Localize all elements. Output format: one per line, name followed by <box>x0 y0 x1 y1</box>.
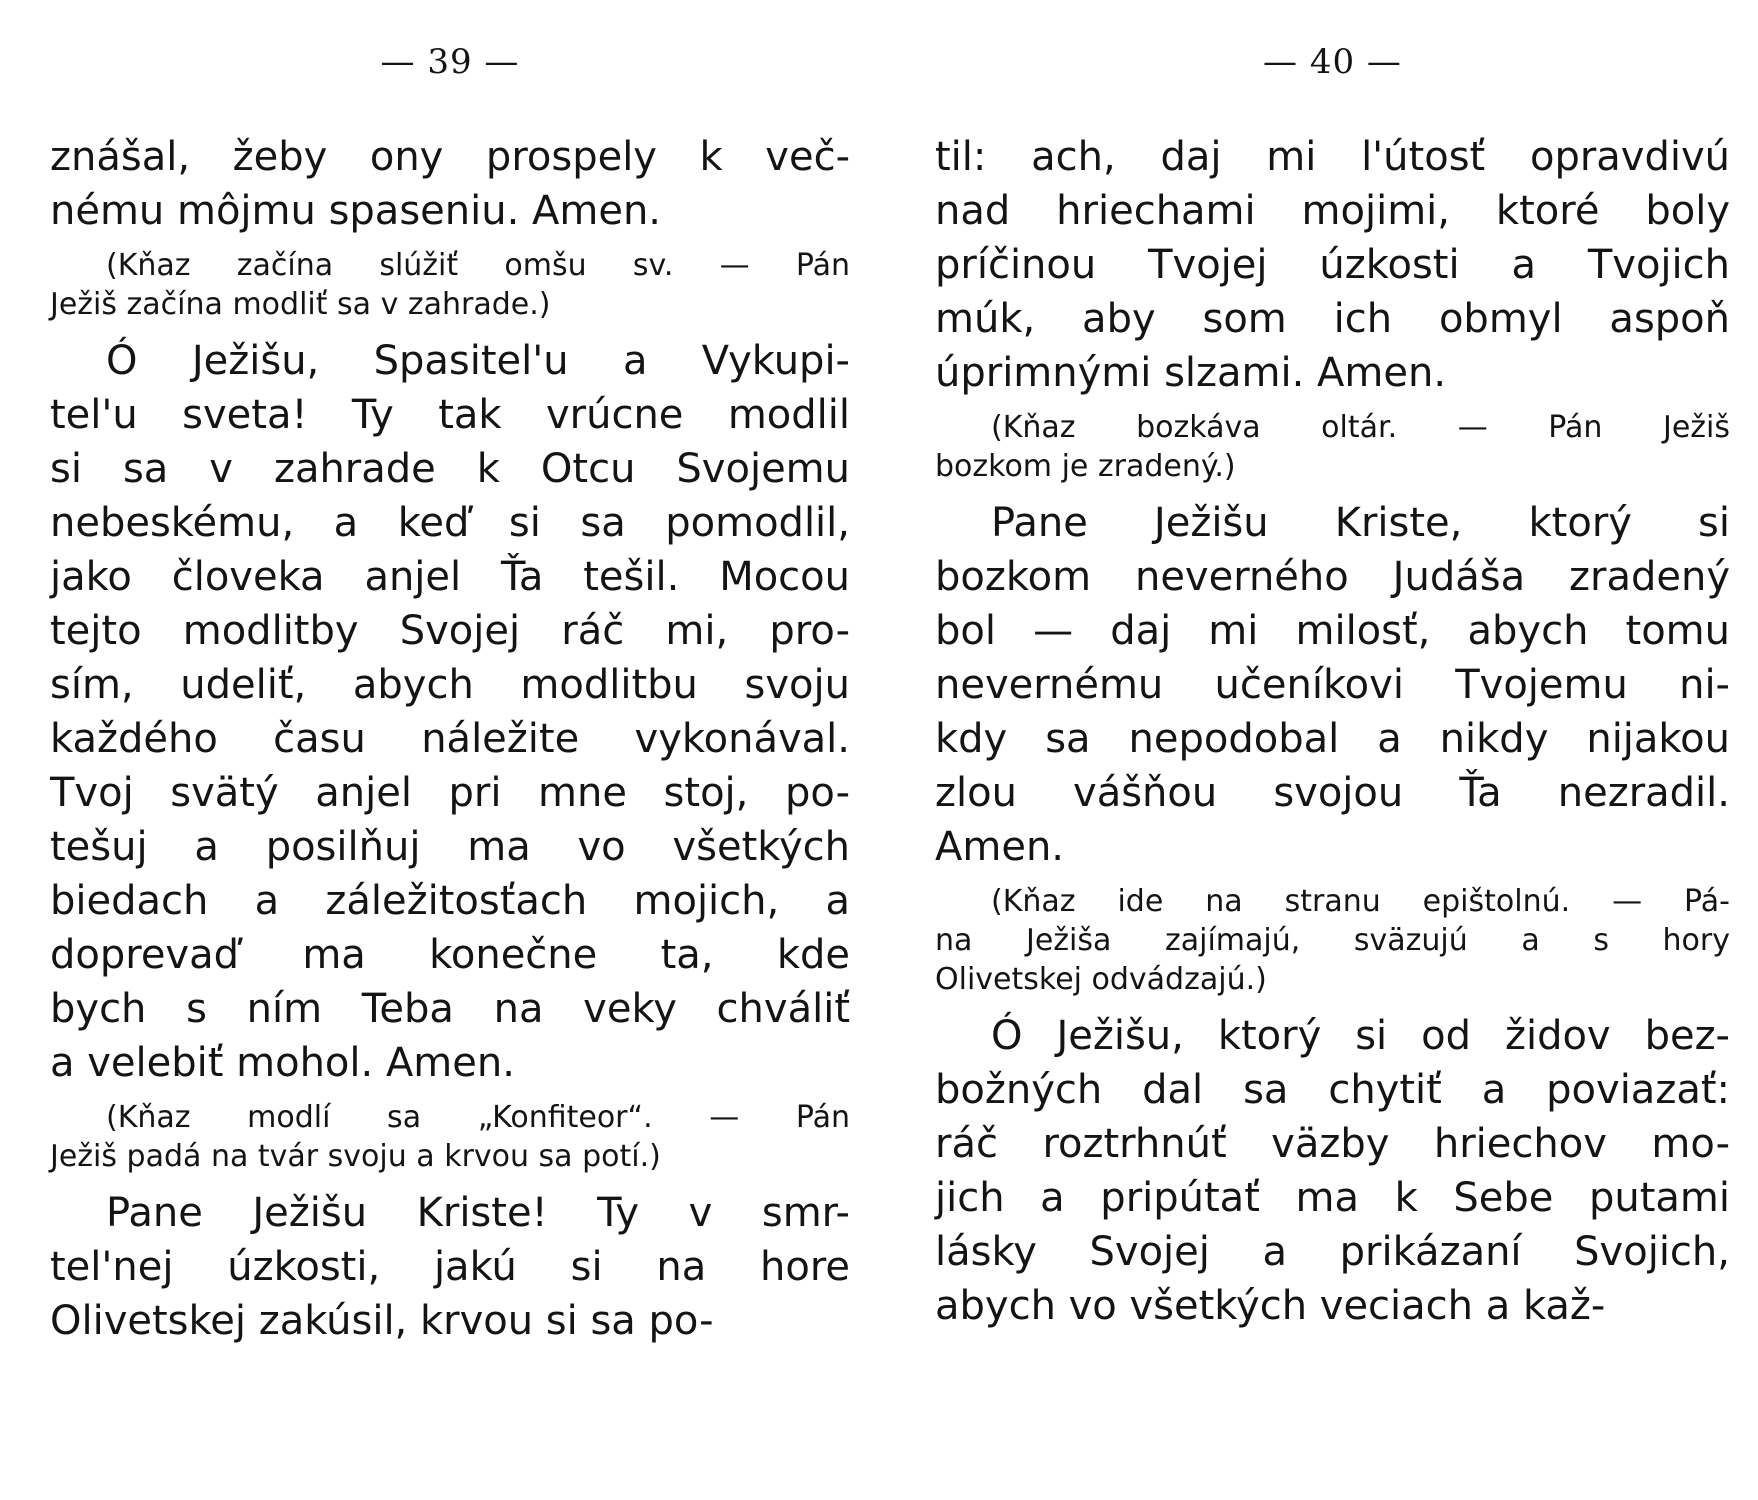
text-line: sím, udeliť, abych modlitbu svoju <box>50 662 850 708</box>
text-line: a velebiť mohol. Amen. <box>50 1040 515 1086</box>
liturgical-note <box>935 408 1730 486</box>
text-line: nebeskému, a keď si sa pomodlil, <box>50 500 850 546</box>
text-line: si sa v zahrade k Otcu Svojemu <box>50 446 850 492</box>
prayer-paragraph <box>935 496 1730 874</box>
text-line: tel'u sveta! Ty tak vrúcne modlil <box>50 392 850 438</box>
text-line: tešuj a posilňuj ma vo všetkých <box>50 824 850 870</box>
prayer-paragraph <box>935 1009 1730 1333</box>
text-line: Tvoj svätý anjel pri mne stoj, po- <box>50 770 850 816</box>
text-line: tejto modlitby Svojej ráč mi, pro- <box>50 608 850 654</box>
text-line: kdy sa nepodobal a nikdy nijakou <box>935 716 1730 762</box>
text-line: Olivetskej odvádzajú.) <box>935 962 1267 997</box>
text-line: jako človeka anjel Ťa tešil. Mocou <box>50 554 850 600</box>
left-page-text <box>50 130 850 1348</box>
prayer-paragraph <box>50 130 850 238</box>
text-line: (Kňaz modlí sa „Konfiteor“. — Pán <box>106 1100 850 1135</box>
text-line: biedach a záležitosťach mojich, a <box>50 878 850 924</box>
text-line: bozkom neverného Judáša zradený <box>935 554 1730 600</box>
text-line: Olivetskej zakúsil, krvou si sa po- <box>50 1298 714 1344</box>
text-line: božných dal sa chytiť a poviazať: <box>935 1067 1730 1113</box>
text-line: Ó Ježišu, Spasitel'u a Vykupi- <box>106 338 850 384</box>
right-page-text <box>935 130 1730 1333</box>
text-line: Ježiš začína modliť sa v zahrade.) <box>50 287 551 322</box>
text-line: (Kňaz ide na stranu epištolnú. — Pá- <box>991 884 1730 919</box>
prayer-paragraph <box>50 1186 850 1348</box>
text-line: Pane Ježišu Kriste, ktorý si <box>991 500 1730 546</box>
text-line: bozkom je zradený.) <box>935 449 1236 484</box>
liturgical-note <box>50 246 850 324</box>
page-number-right: — 40 — <box>1263 42 1402 82</box>
text-line: Ježiš padá na tvár svoju a krvou sa potí.) <box>50 1139 661 1174</box>
text-line: nému môjmu spaseniu. Amen. <box>50 188 662 234</box>
prayer-paragraph <box>50 334 850 1090</box>
text-line: (Kňaz bozkáva oltár. — Pán Ježiš <box>991 410 1730 445</box>
text-line: abych vo všetkých veciach a kaž- <box>935 1283 1606 1329</box>
text-line: nevernému učeníkovi Tvojemu ni- <box>935 662 1730 708</box>
text-line: každého času náležite vykonával. <box>50 716 850 762</box>
text-line: bol — daj mi milosť, abych tomu <box>935 608 1730 654</box>
text-line: tel'nej úzkosti, jakú si na hore <box>50 1244 850 1290</box>
liturgical-note <box>935 882 1730 999</box>
page-number-left: — 39 — <box>380 42 520 82</box>
text-line: lásky Svojej a prikázaní Svojich, <box>935 1229 1730 1275</box>
text-line: znášal, žeby ony prospely k več- <box>50 134 850 180</box>
text-line: príčinou Tvojej úzkosti a Tvojich <box>935 242 1730 288</box>
text-line: jich a pripútať ma k Sebe putami <box>935 1175 1730 1221</box>
text-line: dopreva​ď ma konečne ta, kde <box>50 932 850 978</box>
text-line: til: ach, daj mi l'útosť opravdivú <box>935 134 1730 180</box>
text-line: nad hriechami mojimi, ktoré boly <box>935 188 1730 234</box>
text-line: Pane Ježišu Kriste! Ty v smr- <box>106 1190 850 1236</box>
text-line: Amen. <box>935 824 1065 870</box>
text-line: Ó Ježišu, ktorý si od židov bez- <box>991 1013 1730 1059</box>
text-line: úprimnými slzami. Amen. <box>935 350 1447 396</box>
text-line: múk, aby som ich obmyl aspoň <box>935 296 1730 342</box>
prayer-paragraph <box>935 130 1730 400</box>
text-line: (Kňaz začína slúžiť omšu sv. — Pán <box>106 248 850 283</box>
text-line: ráč roztrhnúť väzby hriechov mo- <box>935 1121 1730 1167</box>
text-line: zlou vášňou svojou Ťa nezradil. <box>935 770 1730 816</box>
text-line: bych s ním Teba na veky chváliť <box>50 986 850 1032</box>
text-line: na Ježiša zajímajú, sväzujú a s hory <box>935 923 1730 958</box>
liturgical-note <box>50 1098 850 1176</box>
